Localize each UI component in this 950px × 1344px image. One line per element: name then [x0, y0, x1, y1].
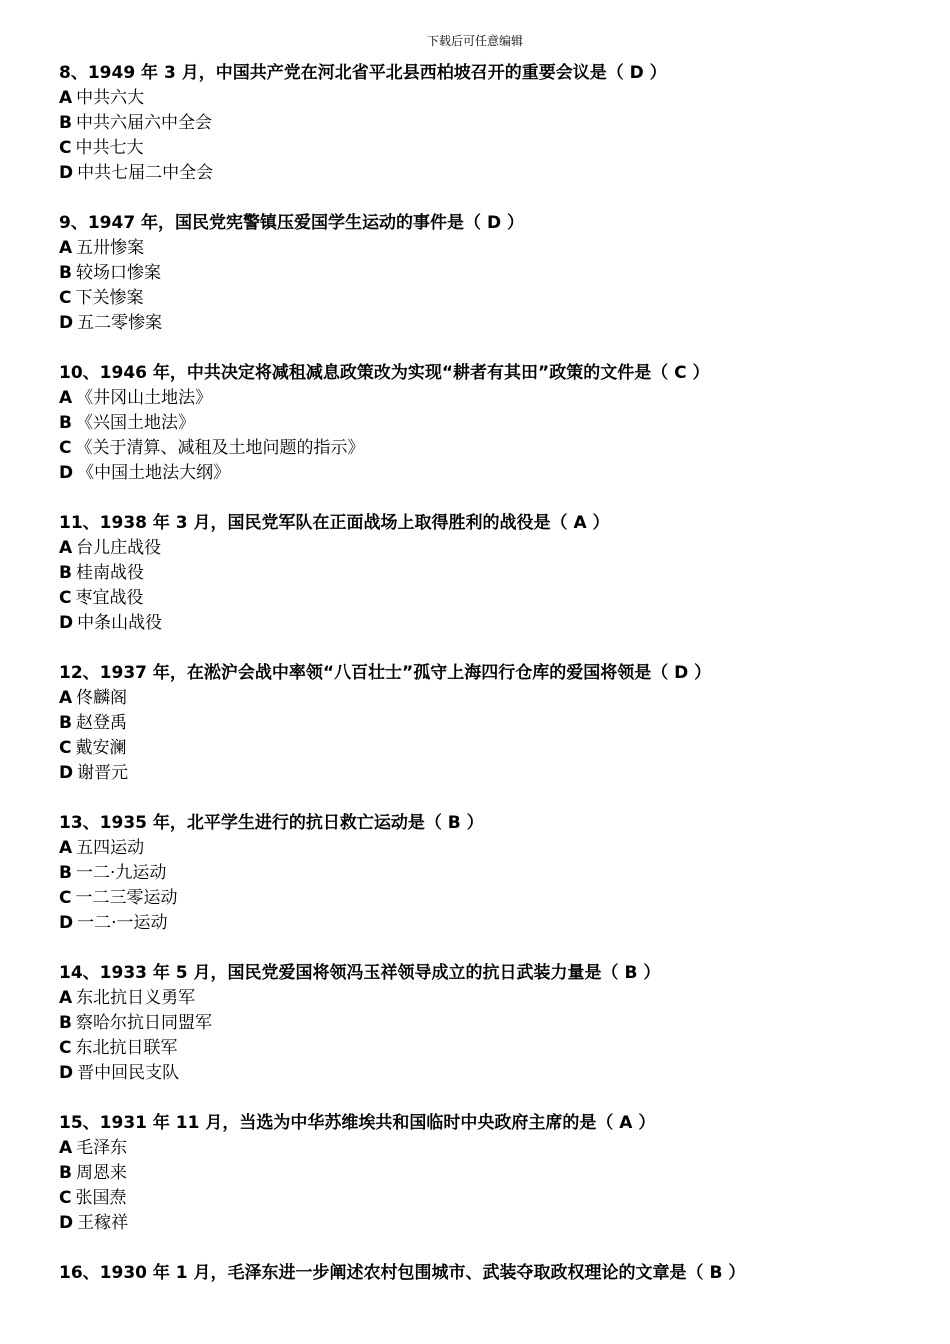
option-text: 《中国土地法大纲》 — [77, 463, 231, 483]
question-text: 10、1946 年，中共决定将减租减息政策改为实现“耕者有其田”政策的文件是（ C ） — [59, 363, 710, 383]
option-letter: A — [59, 1138, 73, 1158]
option-letter: D — [59, 763, 74, 783]
answer-option — [59, 386, 919, 411]
option-letter: C — [59, 1188, 72, 1208]
answer-option — [59, 1036, 919, 1061]
question-block — [59, 1261, 919, 1286]
answer-option — [59, 161, 919, 186]
answer-option — [59, 686, 919, 711]
option-letter: D — [59, 913, 74, 933]
answer-option — [59, 86, 919, 111]
option-letter: A — [59, 538, 73, 558]
option-text: 东北抗日联军 — [75, 1038, 178, 1058]
option-letter: A — [59, 688, 73, 708]
option-text: 五二零惨案 — [77, 313, 163, 333]
option-text: 《关于清算、减租及土地问题的指示》 — [75, 438, 365, 458]
answer-option — [59, 1136, 919, 1161]
option-letter: B — [59, 563, 72, 583]
answer-option — [59, 111, 919, 136]
answer-option — [59, 1211, 919, 1236]
answer-option — [59, 836, 919, 861]
answer-option — [59, 1061, 919, 1086]
option-text: 晋中回民支队 — [77, 1063, 180, 1083]
option-text: 王稼祥 — [77, 1213, 129, 1233]
option-text: 五卅惨案 — [76, 238, 145, 258]
answer-option — [59, 561, 919, 586]
option-letter: D — [59, 1063, 74, 1083]
option-letter: D — [59, 313, 74, 333]
option-text: 中共七届二中全会 — [77, 163, 214, 183]
question-block — [59, 811, 919, 936]
question-block — [59, 511, 919, 636]
option-text: 台儿庄战役 — [76, 538, 162, 558]
answer-option — [59, 261, 919, 286]
option-text: 较场口惨案 — [75, 263, 161, 283]
answer-option — [59, 711, 919, 736]
option-text: 《井冈山土地法》 — [76, 388, 213, 408]
option-letter: A — [59, 238, 73, 258]
answer-option — [59, 986, 919, 1011]
option-letter: A — [59, 988, 73, 1008]
option-letter: B — [59, 413, 72, 433]
answer-option — [59, 611, 919, 636]
question-block — [59, 211, 919, 336]
question-text: 12、1937 年，在淞沪会战中率领“八百壮士”孤守上海四行仓库的爱国将领是（ D ） — [59, 663, 712, 683]
question-block — [59, 961, 919, 1086]
option-letter: B — [59, 263, 72, 283]
option-text: 中共六届六中全会 — [75, 113, 212, 133]
option-text: 一二·九运动 — [75, 863, 167, 883]
option-letter: A — [59, 838, 73, 858]
option-text: 中共七大 — [75, 138, 144, 158]
question-block — [59, 661, 919, 786]
answer-option — [59, 861, 919, 886]
option-text: 东北抗日义勇军 — [76, 988, 196, 1008]
option-text: 桂南战役 — [75, 563, 144, 583]
option-letter: C — [59, 1038, 72, 1058]
answer-option — [59, 1011, 919, 1036]
option-text: 察哈尔抗日同盟军 — [75, 1013, 212, 1033]
answer-option — [59, 761, 919, 786]
option-letter: B — [59, 1163, 72, 1183]
option-text: 下关惨案 — [75, 288, 144, 308]
question-text: 16、1930 年 1 月，毛泽东进一步阐述农村包围城市、武装夺取政权理论的文章是（ B ） — [59, 1263, 746, 1283]
option-text: 佟麟阁 — [76, 688, 128, 708]
option-letter: A — [59, 88, 73, 108]
option-letter: C — [59, 588, 72, 608]
answer-option — [59, 886, 919, 911]
option-letter: D — [59, 163, 74, 183]
option-letter: C — [59, 288, 72, 308]
option-text: 中条山战役 — [77, 613, 163, 633]
question-text: 13、1935 年，北平学生进行的抗日救亡运动是（ B ） — [59, 813, 484, 833]
option-text: 一二·一运动 — [77, 913, 168, 933]
question-text: 9、1947 年，国民党宪警镇压爱国学生运动的事件是（ D ） — [59, 213, 525, 233]
answer-option — [59, 461, 919, 486]
answer-option — [59, 586, 919, 611]
question-block — [59, 361, 919, 486]
option-letter: C — [59, 138, 72, 158]
answer-option — [59, 1161, 919, 1186]
question-text: 14、1933 年 5 月，国民党爱国将领冯玉祥领导成立的抗日武装力量是（ B ） — [59, 963, 661, 983]
question-block — [59, 1111, 919, 1236]
answer-option — [59, 286, 919, 311]
answer-option — [59, 1186, 919, 1211]
option-letter: C — [59, 438, 72, 458]
option-letter: C — [59, 738, 72, 758]
option-letter: A — [59, 388, 73, 408]
page-header: 下载后可任意编辑 — [426, 34, 523, 48]
option-letter: D — [59, 1213, 74, 1233]
option-letter: B — [59, 1013, 72, 1033]
option-letter: C — [59, 888, 72, 908]
answer-option — [59, 911, 919, 936]
option-letter: B — [59, 713, 72, 733]
option-letter: B — [59, 863, 72, 883]
option-text: 一二三零运动 — [75, 888, 178, 908]
option-text: 周恩来 — [75, 1163, 127, 1183]
question-text: 8、1949 年 3 月，中国共产党在河北省平北县西柏坡召开的重要会议是（ D ） — [59, 63, 667, 83]
option-letter: D — [59, 613, 74, 633]
answer-option — [59, 136, 919, 161]
option-text: 五四运动 — [76, 838, 145, 858]
answer-option — [59, 736, 919, 761]
option-letter: B — [59, 113, 72, 133]
question-text: 15、1931 年 11 月，当选为中华苏维埃共和国临时中央政府主席的是（ A ） — [59, 1113, 656, 1133]
question-list — [59, 61, 919, 1311]
option-text: 谢晋元 — [77, 763, 129, 783]
option-letter: D — [59, 463, 74, 483]
question-block — [59, 61, 919, 186]
answer-option — [59, 411, 919, 436]
option-text: 张国焘 — [75, 1188, 127, 1208]
answer-option — [59, 436, 919, 461]
option-text: 枣宜战役 — [75, 588, 144, 608]
answer-option — [59, 536, 919, 561]
option-text: 赵登禹 — [75, 713, 127, 733]
answer-option — [59, 311, 919, 336]
question-text: 11、1938 年 3 月，国民党军队在正面战场上取得胜利的战役是（ A ） — [59, 513, 610, 533]
answer-option — [59, 236, 919, 261]
option-text: 中共六大 — [76, 88, 145, 108]
option-text: 戴安澜 — [75, 738, 127, 758]
option-text: 毛泽东 — [76, 1138, 128, 1158]
option-text: 《兴国土地法》 — [75, 413, 195, 433]
